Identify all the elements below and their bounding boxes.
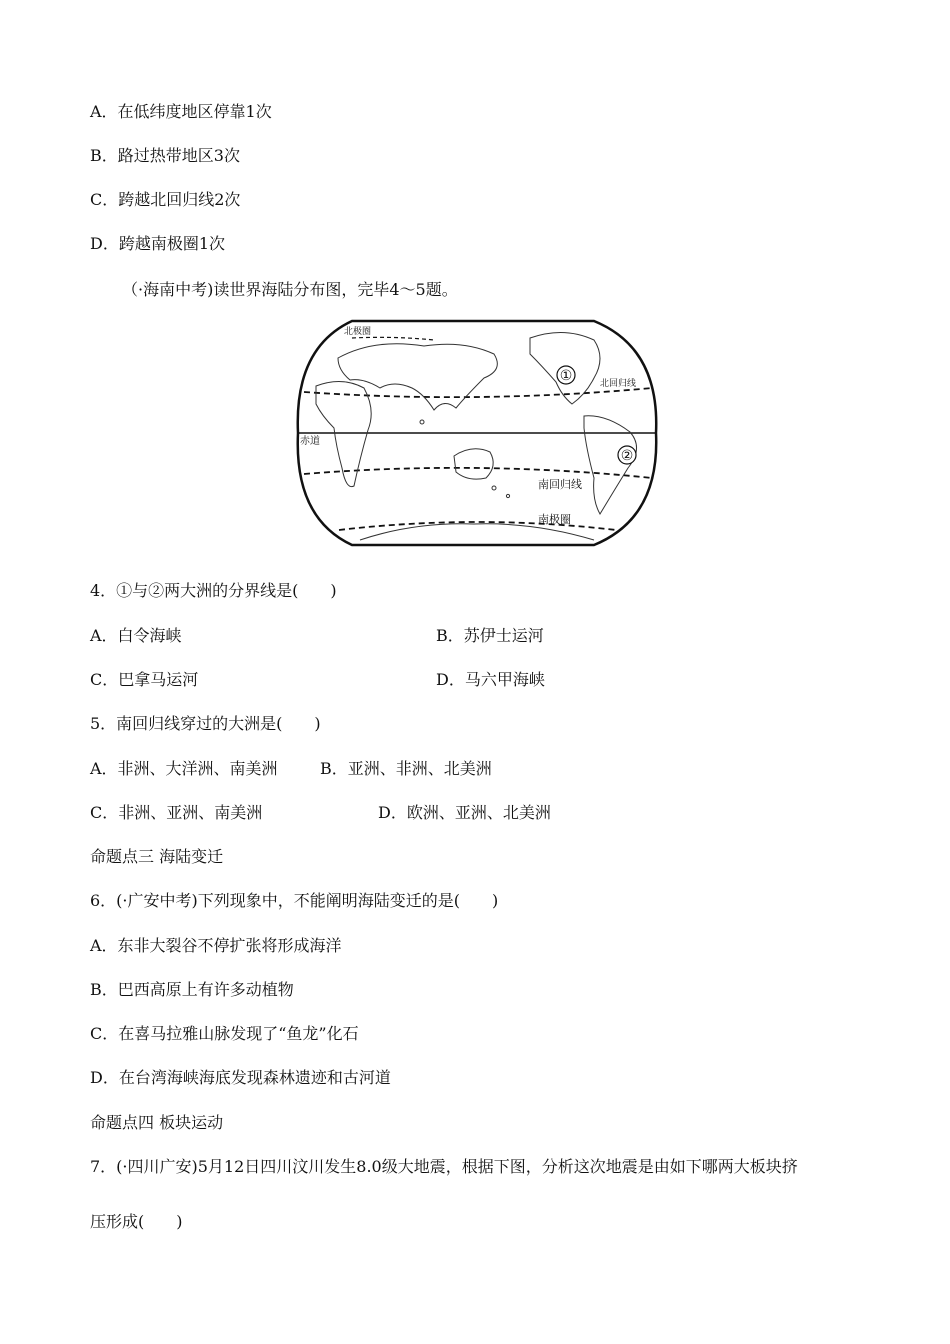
- label-north-tropic: 北回归线: [600, 379, 637, 389]
- section-3-title: 命题点三 海陆变迁: [90, 847, 224, 866]
- q4-option-d: D．马六甲海峡: [436, 670, 545, 689]
- q7-stem-line1: 7．(·四川广安)5月12日四川汶川发生8.0级大地震，根据下图，分析这次地震是由如下哪两大板块挤: [90, 1157, 798, 1176]
- q5-stem: 5．南回归线穿过的大洲是( ): [90, 714, 321, 733]
- label-equator: 赤道: [300, 436, 320, 447]
- q6-option-d: D．在台湾海峡海底发现森林遗迹和古河道: [90, 1068, 391, 1087]
- q5-option-b: B．亚洲、非洲、北美洲: [320, 759, 492, 778]
- q6-option-a: A．东非大裂谷不停扩张将形成海洋: [90, 936, 342, 955]
- marker-2: ②: [620, 448, 634, 464]
- label-south-tropic: 南回归线: [538, 478, 582, 491]
- q5-option-d: D．欧洲、亚洲、北美洲: [378, 803, 551, 822]
- label-antarctic-circle: 南极圈: [538, 513, 571, 526]
- q5-option-a: A．非洲、大洋洲、南美洲: [90, 759, 278, 778]
- q4-option-b: B．苏伊士运河: [436, 626, 544, 645]
- q5-option-c: C．非洲、亚洲、南美洲: [90, 803, 263, 822]
- q3-option-c: C．跨越北回归线2次: [90, 190, 241, 209]
- q4-option-c: C．巴拿马运河: [90, 670, 199, 689]
- q3-option-d: D．跨越南极圈1次: [90, 234, 226, 253]
- q4-stem: 4．①与②两大洲的分界线是( ): [90, 581, 337, 600]
- q6-stem: 6．(·广安中考)下列现象中，不能阐明海陆变迁的是( ): [90, 891, 499, 910]
- q3-option-a: A．在低纬度地区停靠1次: [90, 102, 272, 121]
- q6-option-c: C．在喜马拉雅山脉发现了“鱼龙”化石: [90, 1024, 359, 1043]
- marker-1: ①: [559, 368, 573, 384]
- label-arctic-circle: 北极圈: [344, 327, 372, 337]
- q7-stem-line2: 压形成( ): [90, 1212, 183, 1231]
- q6-option-b: B．巴西高原上有许多动植物: [90, 980, 294, 999]
- intro-4-5: （·海南中考)读世界海陆分布图，完毕4～5题。: [122, 280, 458, 299]
- section-4-title: 命题点四 板块运动: [90, 1113, 224, 1132]
- q3-option-b: B．路过热带地区3次: [90, 146, 240, 165]
- q4-option-a: A．白令海峡: [90, 626, 182, 645]
- world-land-sea-map: [294, 318, 660, 548]
